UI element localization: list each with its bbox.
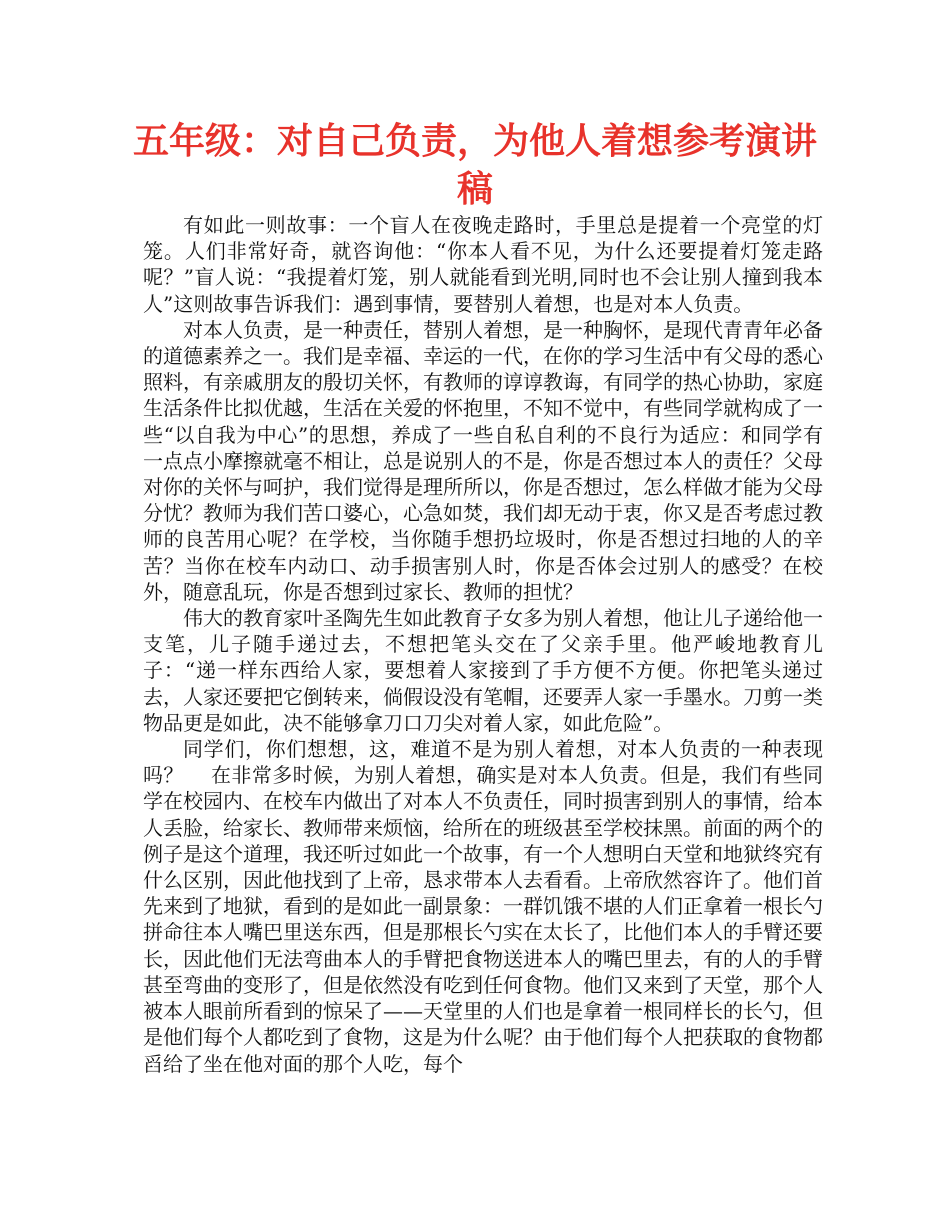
paragraph-4: 同学们，你们想想，这，难道不是为别人着想，对本人负责的一种表现吗？ 在非常多时候，为别人着想，确实是对本人负责。但是，我们有些同学在校园内、在校车内做出了对本人不负责任，同时损害到别人的事情，给本人丢脸，给家长、教师带来烦恼，给所在的班级甚至学校抹黑。前面的两个的例子是这个道理，我还听过如此一个故事，有一个人想明白天堂和地狱终究有什么区别，因此他找到了上帝，恳求带本人去看看。上帝欣然容许了。他们首先来到了地狱，看到的是如此一副景象：一群饥饿不堪的人们正拿着一根长勺拼命往本人嘴巴里送东西，但是那根长勺实在太长了，比他们本人的手臂还要长，因此他们无法弯曲本人的手臂把食物送进本人的嘴巴里去，有的人的手臂甚至弯曲的变形了，但是依然没有吃到任何食物。他们又来到了天堂，那个人被本人眼前所看到的惊呆了——天堂里的人们也是拿着一根同样长的长勺，但是他们每个人都吃到了食物，这是为什么呢？由于他们每个人把获取的食物都舀给了坐在他对面的那个人吃，每个 — [143, 737, 823, 1076]
paragraph-1: 有如此一则故事：一个盲人在夜晚走路时，手里总是提着一个亮堂的灯笼。人们非常好奇，就咨询他：“你本人看不见，为什么还要提着灯笼走路呢？”盲人说：“我提着灯笼，别人就能看到光明,同时也不会让别人撞到我本人”这则故事告诉我们：遇到事情，要替别人着想，也是对本人负责。 — [143, 213, 823, 316]
paragraph-3: 伟大的教育家叶圣陶先生如此教育子女多为别人着想，他让儿子递给他一支笔，儿子随手递过去，不想把笔头交在了父亲手里。他严峻地教育儿子：“递一样东西给人家，要想着人家接到了手方便不方便。你把笔头递过去，人家还要把它倒转来，倘假设没有笔帽，还要弄人家一手墨水。刀剪一类物品更是如此，决不能够拿刀口刀尖对着人家，如此危险”。 — [143, 606, 823, 735]
document-body — [143, 212, 823, 1077]
paragraph-2: 对本人负责，是一种责任，替别人着想，是一种胸怀，是现代青青年必备的道德素养之一。我们是幸福、幸运的一代，在你的学习生活中有父母的悉心照料，有亲戚朋友的殷切关怀，有教师的谆谆教诲，有同学的热心协助，家庭生活条件比拟优越，生活在关爱的怀抱里，不知不觉中，有些同学就构成了一些“以自我为中心”的思想，养成了一些自私自利的不良行为适应：和同学有一点点小摩擦就毫不相让，总是说别人的不是，你是否想过本人的责任？父母对你的关怀与呵护，我们觉得是理所所以，你是否想过，怎么样做才能为父母分忧？教师为我们苦口婆心，心急如焚，我们却无动于衷，你又是否考虑过教师的良苦用心呢？在学校，当你随手想扔垃圾时，你是否想过扫地的人的辛苦？当你在校车内动口、动手损害别人时，你是否体会过别人的感受？在校外，随意乱玩，你是否想到过家长、教师的担忧？ — [143, 317, 823, 604]
document-title: 五年级：对自己负责，为他人着想参考演讲稿 — [132, 121, 817, 210]
